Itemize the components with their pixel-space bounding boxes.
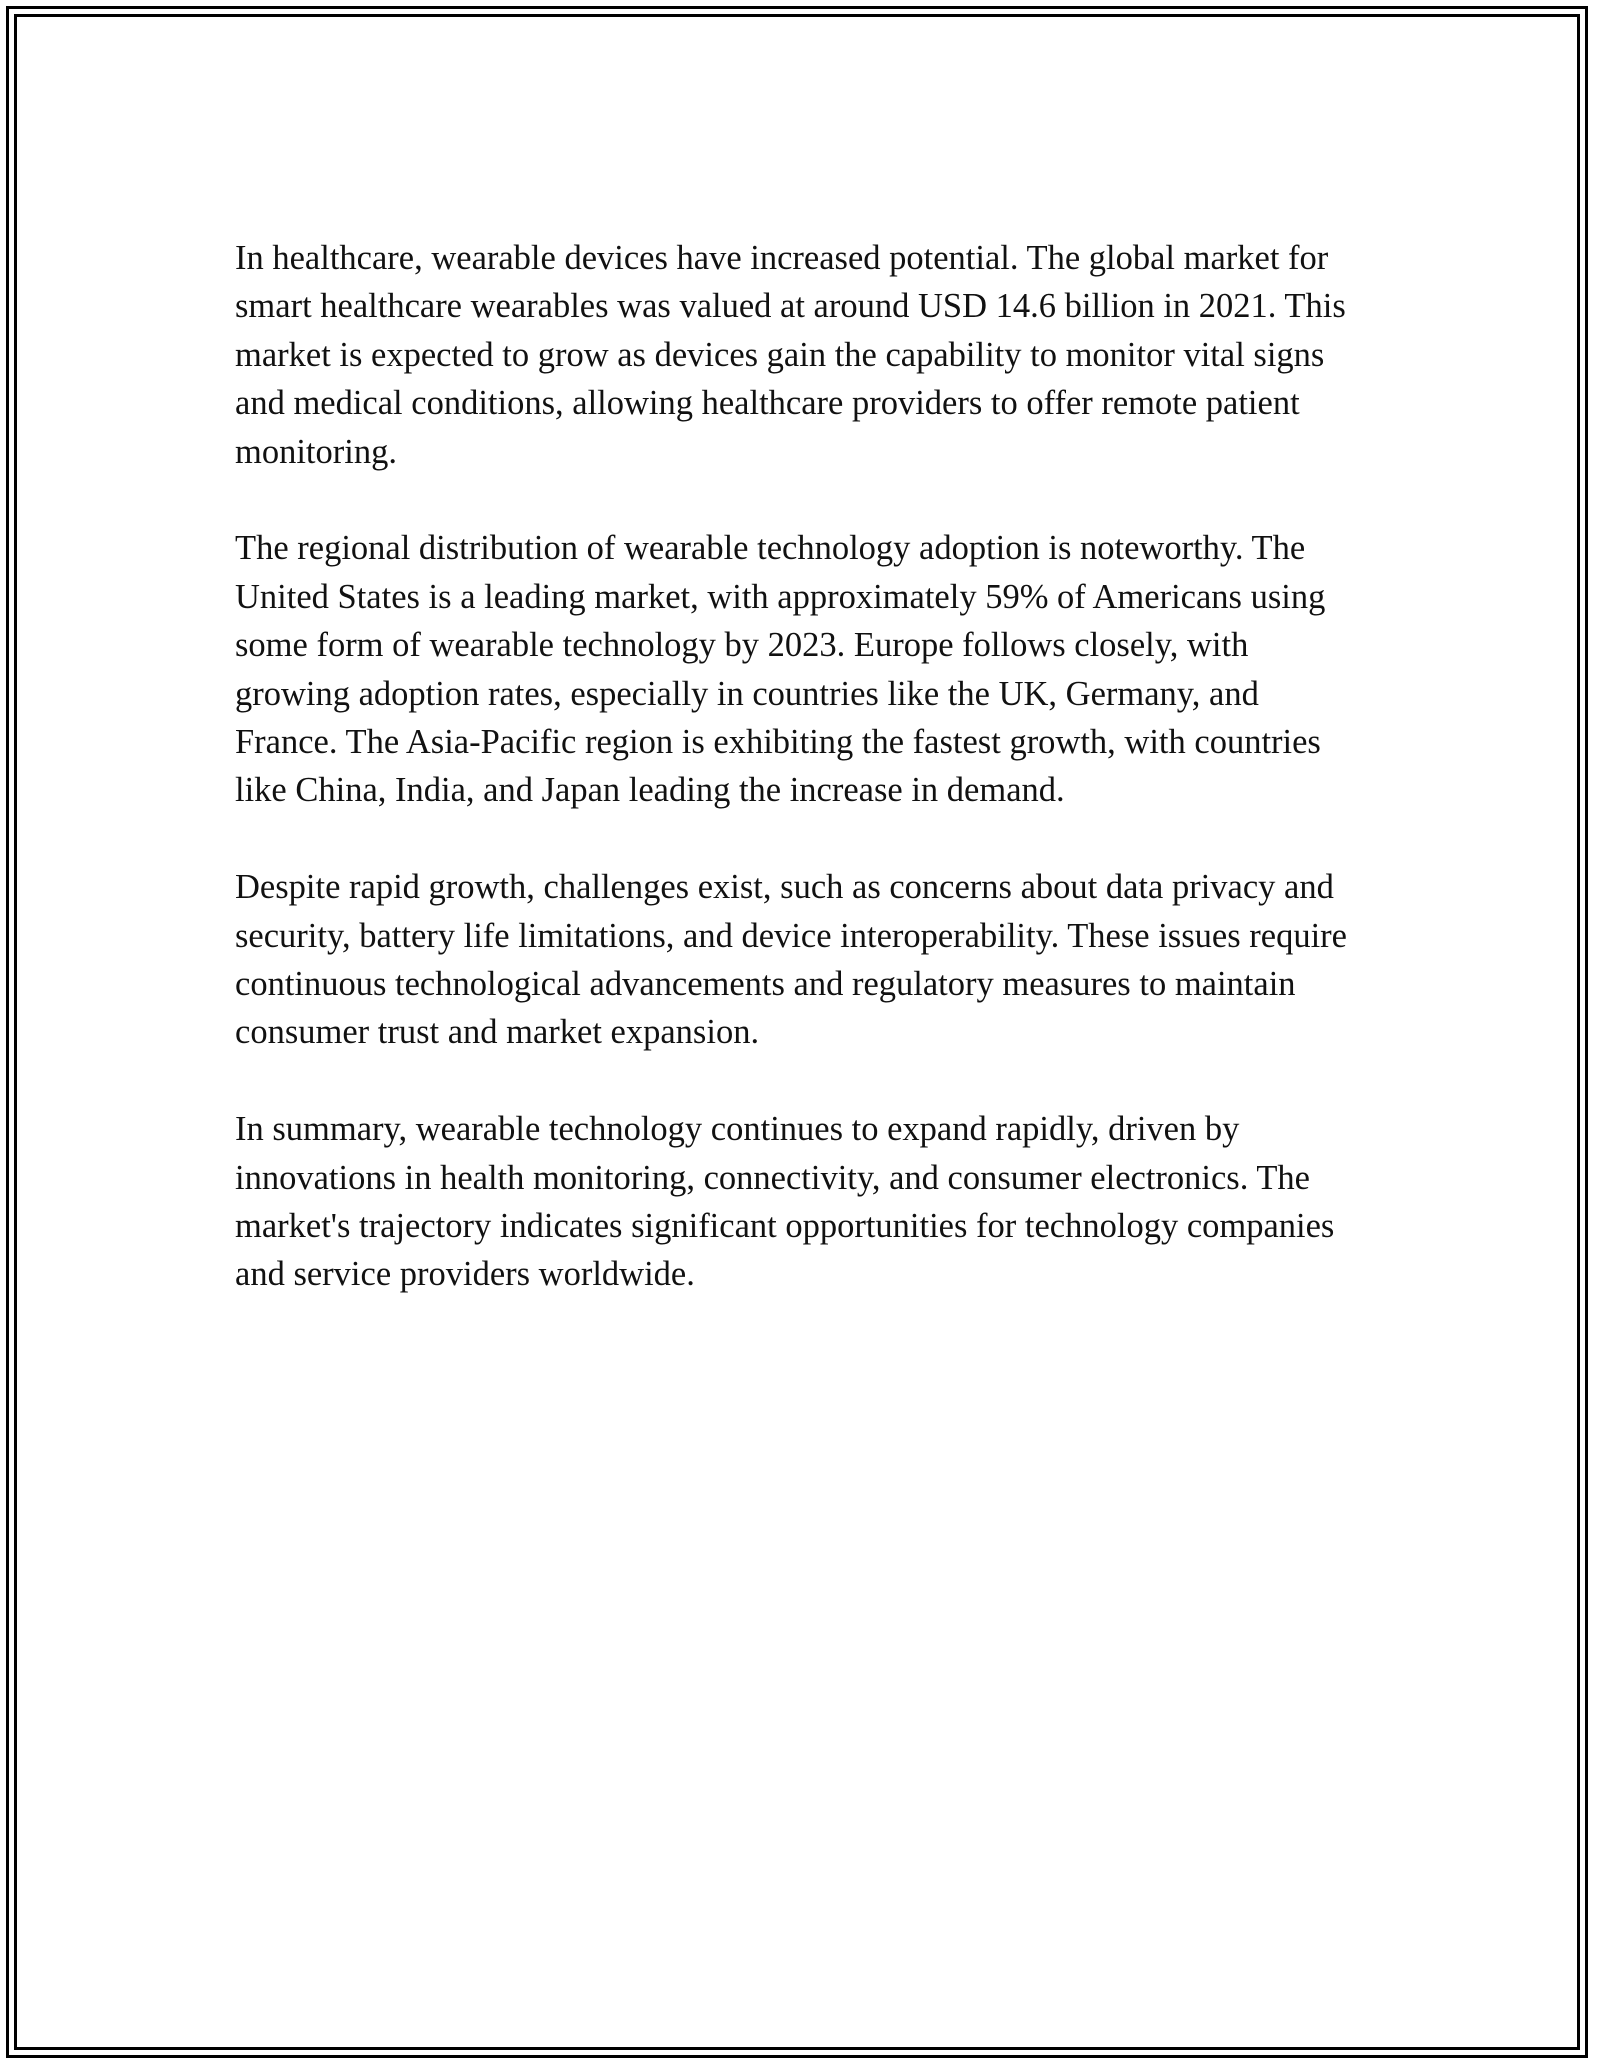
paragraph-regional-distribution: The regional distribution of wearable technology adoption is noteworthy. The United States is a leading market, with approximately 59% of Americans using some form of wearable technology by 2023. Europe follows closely, with growing adoption rates, especially in countries like the UK, Germany, and France. The Asia-Pacific region is exhibiting the fastest growth, with countries like China, India, and Japan leading the increase in demand. (235, 529, 1326, 810)
paragraph-summary: In summary, wearable technology continues to expand rapidly, driven by innovations in health monitoring, connectivity, and consumer electronics. The market's trajectory indicates significant opportunities for technology companies and service providers worldwide. (235, 1110, 1335, 1294)
paragraph-healthcare: In healthcare, wearable devices have increased potential. The global market for smart healthcare wearables was valued at around USD 14.6 billion in 2021. This market is expected to grow as devices gain the capability to monitor vital signs and medical conditions, allowing healthcare providers to offer remote patient monitoring. (235, 239, 1346, 471)
document-body (235, 234, 1365, 1347)
paragraph-challenges: Despite rapid growth, challenges exist, such as concerns about data privacy and security, battery life limitations, and device interoperability. These issues require continuous technological advancements and regulatory measures to maintain consumer trust and market expansion. (235, 868, 1347, 1052)
